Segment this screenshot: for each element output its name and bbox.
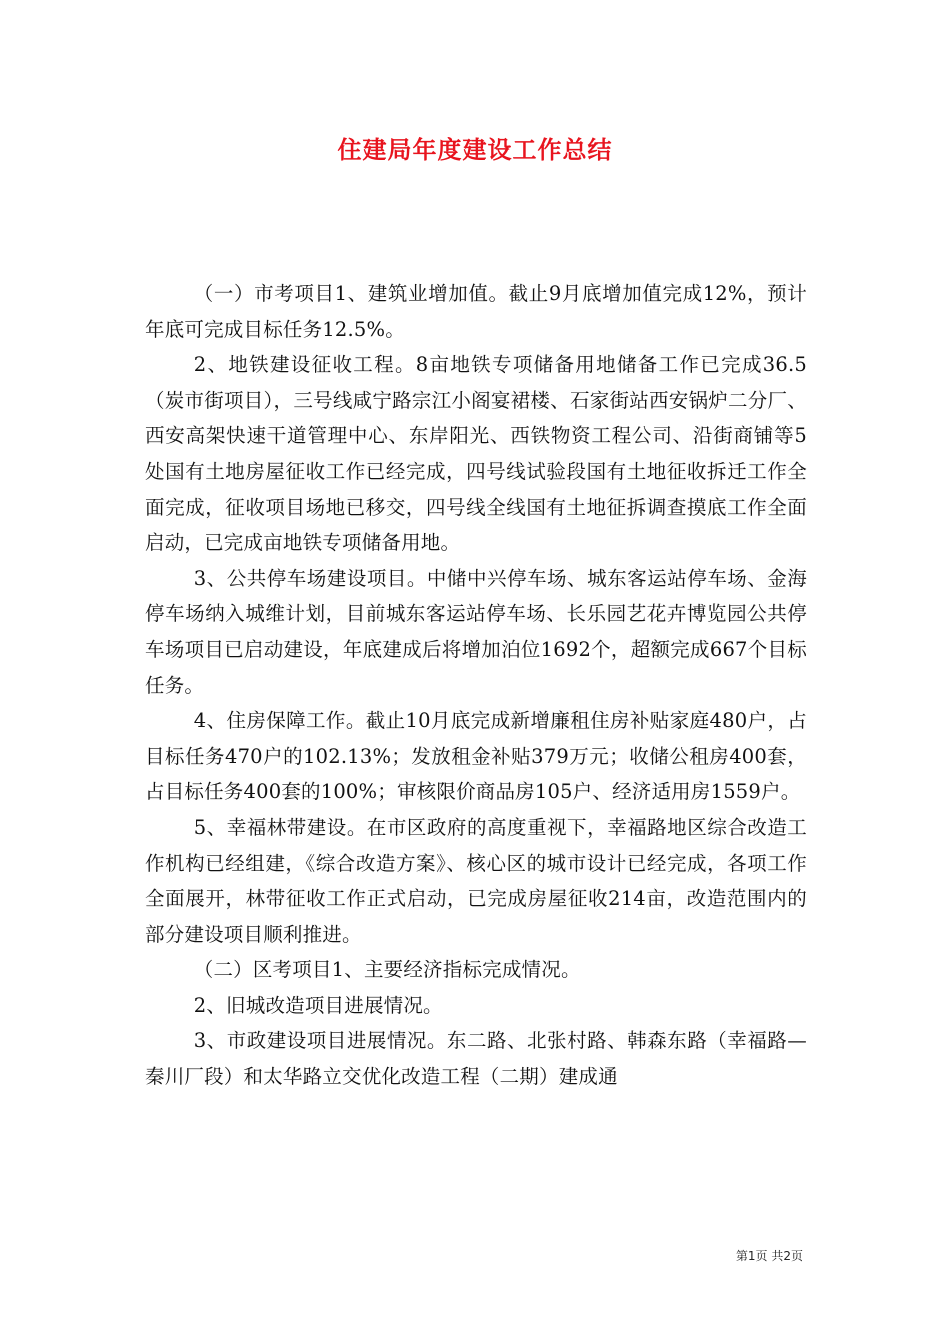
paragraph: （二）区考项目1、主要经济指标完成情况。 [193,958,581,982]
paragraph: 2、地铁建设征收工程。8亩地铁专项储备用地储备工作已完成36.5（炭市街项目），三号线咸宁路宗江小阁宴裙楼、石家街站西安锅炉二分厂、西安高架快速干道管理中心、东岸阳光、西铁物资工程公司、沿街商铺等5处国有土地房屋征收工作已经完成，四号线试验段国有土地征收拆迁工作全面完成，征收项目场地已移交，四号线全线国有土地征拆调查摸底工作全面启动，已完成亩地铁专项储备用地。 [145,353,807,555]
paragraph: 2、旧城改造项目进展情况。 [193,993,443,1017]
paragraph: （一）市考项目1、建筑业增加值。截止9月底增加值完成12%，预计年底可完成目标任务12.5%。 [145,282,807,341]
document-title: 住建局年度建设工作总结 [337,135,613,164]
paragraph: 4、住房保障工作。截止10月底完成新增廉租住房补贴家庭480户，占目标任务470户的102.13%；发放租金补贴379万元；收储公租房400套，占目标任务400套的100%；审核限价商品房105户、经济适用房1559户。 [145,709,807,804]
page-number: 第1页 共2页 [735,1249,803,1263]
paragraph: 3、市政建设项目进展情况。东二路、北张村路、韩森东路（幸福路—秦川厂段）和太华路立交优化改造工程（二期）建成通 [145,1029,807,1089]
paragraph: 5、幸福林带建设。在市区政府的高度重视下，幸福路地区综合改造工作机构已经组建，《综合改造方案》、核心区的城市设计已经完成，各项工作全面展开，林带征收工作正式启动，已完成房屋征收214亩，改造范围内的部分建设项目顺利推进。 [145,815,807,946]
document-body [145,276,807,1095]
paragraph: 3、公共停车场建设项目。中储中兴停车场、城东客运站停车场、金海停车场纳入城维计划，目前城东客运站停车场、长乐园艺花卉博览园公共停车场项目已启动建设，年底建成后将增加泊位1692个，超额完成667个目标任务。 [145,566,807,697]
